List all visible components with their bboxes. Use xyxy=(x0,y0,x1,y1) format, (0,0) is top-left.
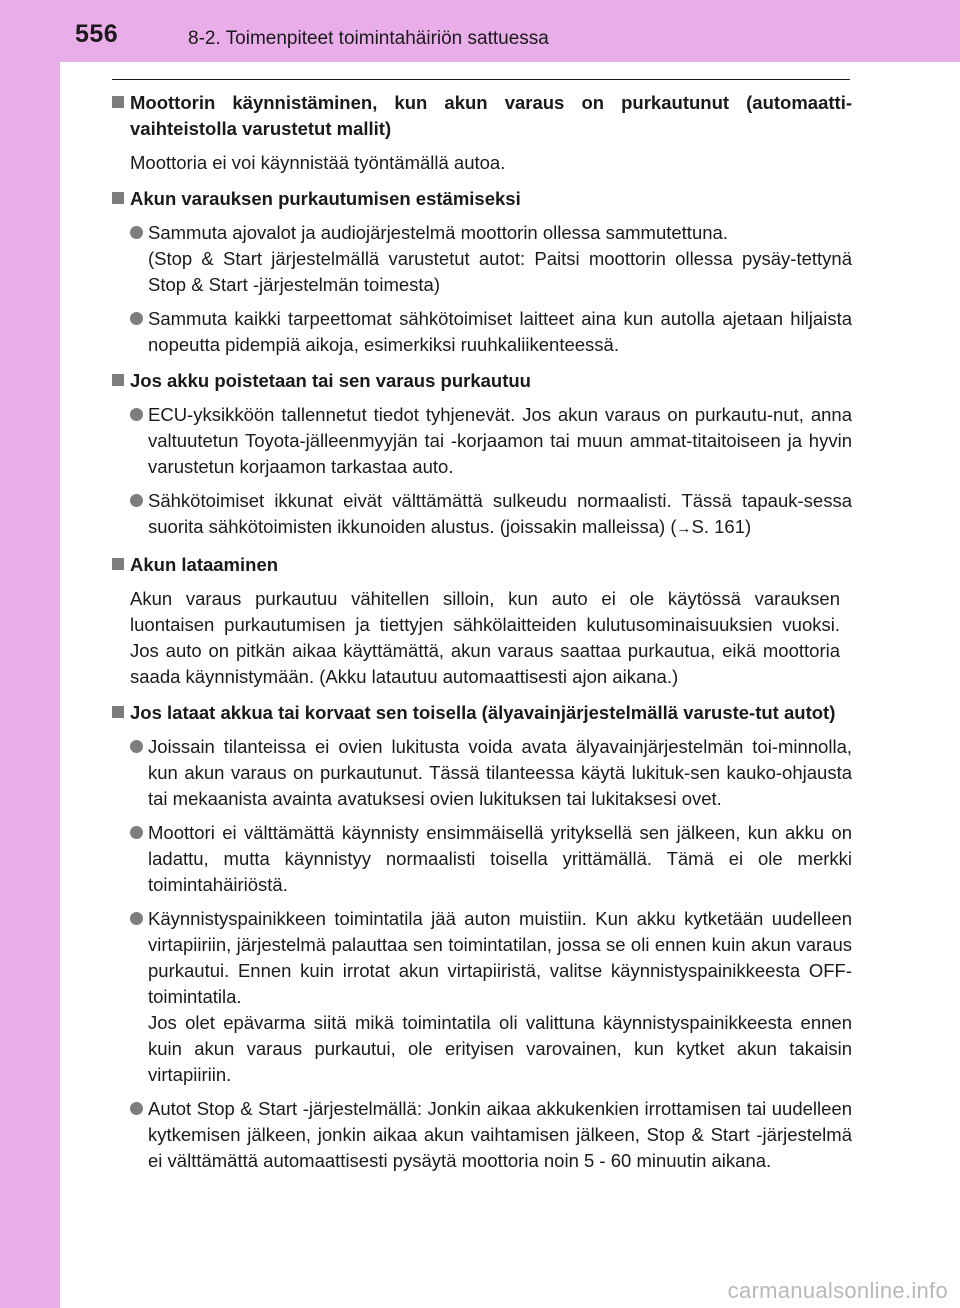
list-item xyxy=(112,1096,852,1174)
bullet-text: Käynnistyspainikkeen toimintatila jää auton muistiin. Kun akku kytketään uudelleen virtapiiriin, järjestelmä palauttaa sen toimintatilan, jossa se oli ennen kuin akun varaus purkautui. Ennen kuin irrotat akun virtapiiristä, valitse käynnistyspainikkeesta OFF-toimintatila. xyxy=(148,908,852,1007)
section-smart-key xyxy=(112,700,852,1174)
round-bullet-icon xyxy=(130,494,143,507)
list-item xyxy=(112,488,852,542)
list-item xyxy=(112,734,852,812)
heading-text: Jos lataat akkua tai korvaat sen toisella (älyavainjärjestelmällä varuste-tut autot) xyxy=(130,702,836,723)
square-bullet-icon xyxy=(112,558,124,570)
page-reference[interactable]: S. 161) xyxy=(691,516,752,537)
bullet-text: Sammuta kaikki tarpeettomat sähkötoimiset laitteet aina kun autolla ajetaan hiljaista nopeutta pidempiä aikoja, esimerkiksi ruuhkaliikenteessä. xyxy=(148,308,852,355)
section-heading xyxy=(112,186,852,212)
section-battery-removed xyxy=(112,368,852,542)
section-prevent-discharge xyxy=(112,186,852,358)
square-bullet-icon xyxy=(112,192,124,204)
heading-text: Jos akku poistetaan tai sen varaus purkautuu xyxy=(130,370,531,391)
list-item xyxy=(112,220,852,298)
round-bullet-icon xyxy=(130,826,143,839)
section-title: 8-2. Toimenpiteet toimintahäiriön sattuessa xyxy=(188,28,549,49)
heading-text: Akun lataaminen xyxy=(130,554,279,575)
section-heading xyxy=(112,700,852,726)
paragraph: Akun varaus purkautuu vähitellen silloin, kun auto ei ole käytössä varauksen luontaisen purkautumisen ja tiettyjen sähkölaitteiden kulutusominaisuuksien vuoksi. Jos auto on pitkän aikaa käyttämättä, akun varaus saattaa purkautua, eikä moottoria saada käynnistymään. (Akku latautuu automaattisesti ajon aikana.) xyxy=(130,588,840,687)
square-bullet-icon xyxy=(112,374,124,386)
round-bullet-icon xyxy=(130,312,143,325)
list-item xyxy=(112,306,852,358)
section-engine-start xyxy=(112,90,852,176)
side-color-tab xyxy=(0,0,60,1308)
paragraph: Moottoria ei voi käynnistää työntämällä autoa. xyxy=(130,152,506,173)
bullet-text: Joissain tilanteissa ei ovien lukitusta voida avata älyavainjärjestelmän toi-minnolla, kun akun varaus on purkautunut. Tässä tilanteessa käytä lukituk-sen kauko-ohjausta tai mekaanista avainta avatuksesi ovien lukituksen tai lukitaksesi ovet. xyxy=(148,736,852,809)
square-bullet-icon xyxy=(112,706,124,718)
round-bullet-icon xyxy=(130,912,143,925)
round-bullet-icon xyxy=(130,226,143,239)
heading-text: Akun varauksen purkautumisen estämiseksi xyxy=(130,188,521,209)
bullet-text: Sammuta ajovalot ja audiojärjestelmä moottorin ollessa sammutettuna. xyxy=(148,222,728,243)
bullet-text: ECU-yksikköön tallennetut tiedot tyhjenevät. Jos akun varaus on purkautu-nut, anna valtuutetun Toyota-jälleenmyyjän tai -korjaamon tai muun ammat-titaitoiseen ja hyvin varustetun korjaamon tarkastaa auto. xyxy=(148,404,852,477)
page-content xyxy=(112,90,852,1184)
bullet-text: Sähkötoimiset ikkunat eivät välttämättä sulkeudu normaalisti. Tässä tapauk-sessa suorita sähkötoimisten ikkunoiden alustus. (joissakin malleissa) ( xyxy=(148,490,852,537)
list-item xyxy=(112,820,852,898)
bullet-text: Moottori ei välttämättä käynnisty ensimmäisellä yrityksellä sen jälkeen, kun akku on ladattu, mutta käynnistyy normaalisti toisella yrittämällä. Tämä ei ole merkki toimintahäiriöstä. xyxy=(148,822,852,895)
page-number: 556 xyxy=(75,20,119,48)
section-heading xyxy=(112,90,852,142)
list-item xyxy=(112,402,852,480)
watermark: carmanualsonline.info xyxy=(727,1278,948,1303)
round-bullet-icon xyxy=(130,1102,143,1115)
arrow-right-icon: → xyxy=(676,520,692,537)
header-rule xyxy=(112,79,850,80)
bullet-text-note: Jos olet epävarma siitä mikä toimintatila oli valittuna käynnistyspainikkeesta ennen kuin akun varaus purkautui, ole erityisen varovainen, kun kytket akun takaisin virtapiiriin. xyxy=(148,1012,852,1085)
square-bullet-icon xyxy=(112,96,124,108)
round-bullet-icon xyxy=(130,740,143,753)
round-bullet-icon xyxy=(130,408,143,421)
section-heading xyxy=(112,552,852,578)
bullet-text: Autot Stop & Start -järjestelmällä: Jonkin aikaa akkukenkien irrottamisen tai uudelleen kytkemisen jälkeen, jonkin aikaa akun vaihtamisen jälkeen, Stop & Start -järjestelmä ei välttämättä automaattisesti pysäytä moottoria noin 5 - 60 minuutin aikana. xyxy=(148,1098,852,1171)
bullet-text-note: (Stop & Start järjestelmällä varustetut autot: Paitsi moottorin ollessa pysäy-tettynä Stop & Start -järjestelmän toimesta) xyxy=(148,248,852,295)
section-charging xyxy=(112,552,852,690)
section-heading xyxy=(112,368,852,394)
heading-text: Moottorin käynnistäminen, kun akun varaus on purkautunut (automaatti-vaihteistolla varustetut mallit) xyxy=(130,92,852,139)
list-item xyxy=(112,906,852,1088)
